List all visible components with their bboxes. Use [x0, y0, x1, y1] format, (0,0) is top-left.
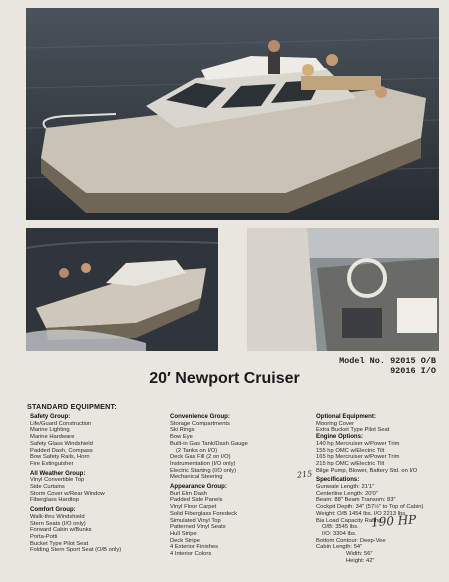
spec-item: Storm Cover w/Rear Window — [30, 490, 105, 497]
spec-item: Solid Fiberglass Foredeck — [170, 510, 238, 517]
spec-item: I/O: 3304 lbs. — [322, 530, 357, 537]
spec-item: Folding Stern Sport Seat (O/B only) — [30, 547, 122, 554]
spec-item: 4 Exterior Finishes — [170, 544, 219, 551]
spec-item: (2 Tanks on I/O) — [176, 447, 218, 454]
spec-item: Safety Glass Windshield — [30, 440, 93, 447]
spec-item: Mechanical Steering — [170, 474, 223, 481]
group-heading: All Weather Group: — [30, 469, 86, 477]
spec-item: Electric Starting (I/O only) — [170, 467, 237, 474]
spec-item: Gunwale Length: 21′1″ — [316, 484, 375, 491]
boat-photo-interior — [247, 228, 439, 351]
group-heading: Comfort Group: — [30, 506, 76, 514]
spec-item: Bow Eye — [170, 434, 193, 441]
group-heading: Specifications: — [316, 476, 360, 484]
spec-item: Walk-thru Windshield — [30, 513, 85, 520]
boat-photo-main — [26, 8, 439, 220]
spec-item: Stern Seats (I/O only) — [30, 520, 86, 527]
group-heading: Convenience Group: — [170, 413, 230, 420]
group-heading: Appearance Group: — [170, 483, 227, 491]
spec-item: Forward Cabin w/Bunks — [30, 527, 92, 534]
spec-item: Centerline Length: 20′0″ — [316, 490, 378, 497]
spec-item: Hull Stripe — [170, 530, 197, 537]
spec-item: 140 hp Mercruiser w/Power Trim — [316, 440, 400, 447]
standard-equipment-heading: STANDARD EQUIPMENT: — [27, 402, 117, 411]
spec-item: Life/Guard Construction — [30, 420, 92, 427]
spec-item: Bilge Pump, Blower, Battery Std. on I/O — [316, 467, 418, 474]
spec-column-1 — [30, 414, 150, 554]
spec-item: Simulated Vinyl Top — [170, 517, 221, 524]
spec-item: Side Curtains — [30, 484, 65, 491]
spec-item: Fire Extinguisher — [30, 460, 74, 467]
spec-item: Height: 42″ — [346, 557, 375, 564]
spec-item: Marine Lighting — [30, 427, 70, 434]
spec-item: Instrumentation (I/O only) — [170, 460, 236, 467]
spec-item: Ski Rings — [170, 427, 195, 434]
spec-item: Built-in Gas Tank/Dash Gauge — [170, 440, 248, 447]
spec-item: Cockpit Depth: 34″ (57½″ to Top of Cabin) — [316, 504, 424, 511]
spec-column-2 — [170, 414, 295, 558]
spec-item: Padded Side Panels — [170, 497, 223, 504]
spec-item: Fiberglass Hardtop — [30, 497, 79, 504]
spec-item: 4 Interior Colors — [170, 551, 212, 558]
spec-item: Deck Gas Fill (2 on I/O) — [170, 454, 231, 461]
spec-item: Deck Stripe — [170, 537, 200, 544]
spec-item: O/B: 3545 lbs. — [322, 524, 359, 531]
spec-item: Beam: 88″ Beam Transom: 83″ — [316, 497, 396, 504]
spec-item: Weight: O/B 1454 lbs. I/O 2213 lbs. — [316, 510, 407, 517]
spec-item: Marine Hardware — [30, 434, 75, 441]
spec-item: Patterned Vinyl Seats — [170, 524, 226, 531]
spec-item: 155 hp OMC w/Electric Tilt — [316, 447, 385, 454]
spec-item: Mooring Cover — [316, 420, 355, 427]
handwritten-note-hp: 190 HP — [370, 512, 417, 530]
spec-item: Cabin Length: 54″ — [316, 544, 363, 551]
spec-item: Extra Bucket Type Pilot Seat — [316, 427, 390, 434]
page-title: 20′ Newport Cruiser — [149, 370, 300, 387]
spec-item: Width: 56″ — [346, 551, 373, 558]
spec-item: Vinyl Floor Carpet — [170, 504, 217, 511]
spec-item: 165 hp Mercruiser w/Power Trim — [316, 454, 400, 461]
spec-item: Burl Elm Dash — [170, 490, 208, 497]
spec-column-3 — [316, 414, 441, 564]
group-heading: Engine Options: — [316, 433, 364, 441]
boat-photo-underway — [26, 228, 218, 351]
spec-item: Porta-Potti — [30, 533, 58, 540]
spec-item: Bucket Type Pilot Seat — [30, 540, 89, 547]
spec-item: Bottom Contour: Deep-Vee — [316, 537, 386, 544]
handwritten-note-215: 215 — [296, 469, 313, 480]
group-heading: Optional Equipment: — [316, 413, 376, 420]
model-line-1: Model No. 92015 O/B — [339, 356, 436, 366]
spec-item: 215 hp OMC w/Electric Tilt — [316, 460, 385, 467]
group-heading: Safety Group: — [30, 413, 71, 420]
spec-item: Bia Load Capacity Rating: — [316, 517, 384, 524]
model-line-2: 92016 I/O — [390, 366, 436, 376]
spec-item: Storage Compartments — [170, 420, 230, 427]
spec-item: Vinyl Convertible Top — [30, 477, 85, 484]
spec-item: Padded Dash, Compass — [30, 447, 93, 454]
spec-item: Bow Safety Rails, Horn — [30, 454, 90, 461]
